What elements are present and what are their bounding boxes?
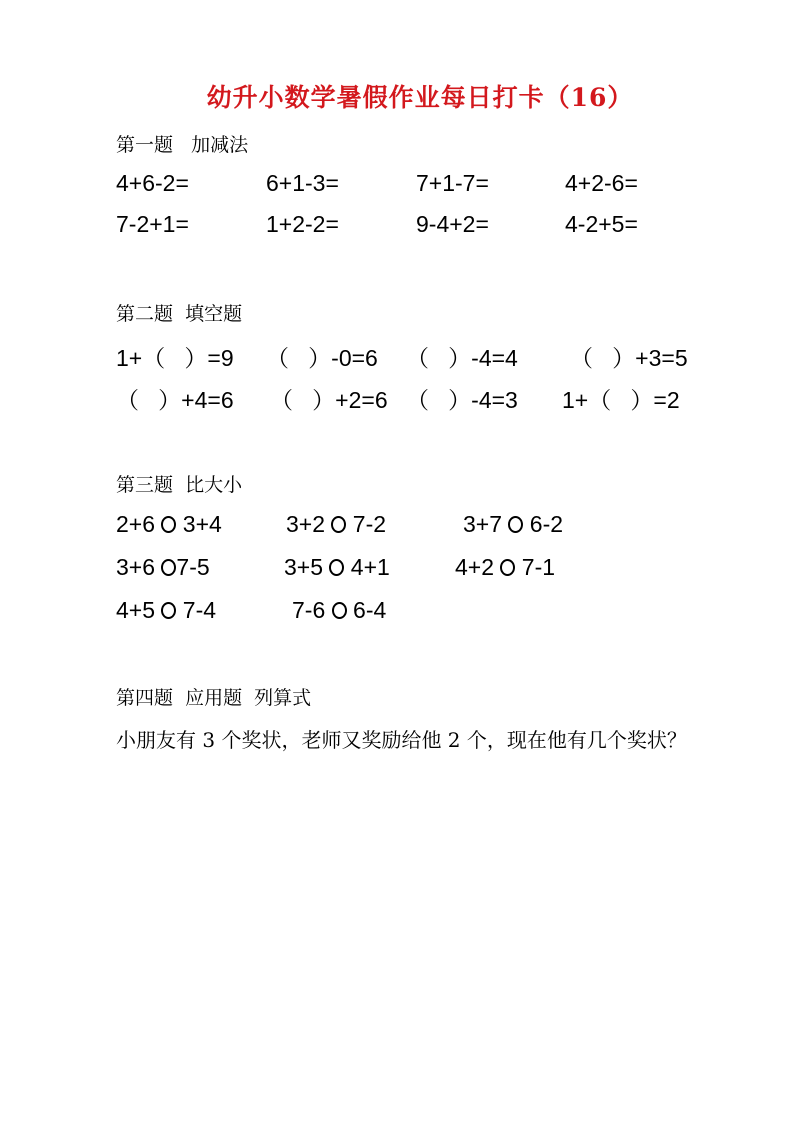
comparison-left: 3+5 [284, 554, 330, 580]
comparison-left: 4+5 [116, 597, 162, 623]
section-2-row-2 [0, 382, 800, 414]
comparison-right: 7-2 [346, 511, 387, 537]
comparison-item [286, 511, 386, 538]
fill-blank-equation: 1+（ ）=2 [562, 387, 680, 413]
comparison-right: 7-5 [176, 554, 210, 580]
section-1-row-2 [0, 211, 800, 243]
comparison-item [116, 597, 216, 624]
section-2-heading: 第二题 填空题 [116, 303, 243, 325]
word-problem-text: 小朋友有 3 个奖状，老师又奖励给他 2 个，现在他有几个奖状？ [116, 728, 687, 752]
equation: 4-2+5= [565, 211, 638, 237]
equation: 4+2-6= [565, 170, 638, 196]
section-3-heading: 第三题 比大小 [116, 474, 243, 496]
comparison-right: 3+4 [176, 511, 222, 537]
section-3-row-2 [0, 554, 800, 586]
section-1-row-1 [0, 170, 800, 202]
comparison-right: 4+1 [344, 554, 390, 580]
fill-blank-equation: （ ）+3=5 [570, 345, 688, 371]
comparison-left: 3+7 [463, 511, 509, 537]
fill-blank-equation: （ ）-0=6 [266, 345, 378, 371]
section-2-row-1 [0, 340, 800, 372]
compare-circle-icon [332, 602, 347, 619]
comparison-right: 6-4 [346, 597, 387, 623]
section-3-row-3 [0, 597, 800, 629]
compare-circle-icon [161, 559, 176, 576]
comparison-left: 4+2 [455, 554, 501, 580]
comparison-left: 3+2 [286, 511, 332, 537]
compare-circle-icon [329, 559, 344, 576]
fill-blank-equation: （ ）+4=6 [116, 387, 234, 413]
section-3-row-1 [0, 511, 800, 543]
comparison-item [116, 511, 222, 538]
comparison-left: 7-6 [292, 597, 332, 623]
section-4-heading: 第四题 应用题 列算式 [116, 687, 312, 709]
equation: 1+2-2= [266, 211, 339, 237]
fill-blank-equation: （ ）-4=3 [406, 387, 518, 413]
page-title: 幼升小数学暑假作业每日打卡（16） [206, 83, 634, 112]
comparison-right: 7-1 [515, 554, 556, 580]
equation: 6+1-3= [266, 170, 339, 196]
equation: 7+1-7= [416, 170, 489, 196]
equation: 9-4+2= [416, 211, 489, 237]
comparison-item [463, 511, 563, 538]
comparison-item [292, 597, 386, 624]
comparison-item [284, 554, 390, 581]
comparison-item [116, 554, 210, 581]
compare-circle-icon [331, 516, 346, 533]
comparison-left: 2+6 [116, 511, 162, 537]
comparison-left: 3+6 [116, 554, 162, 580]
compare-circle-icon [500, 559, 515, 576]
compare-circle-icon [508, 516, 523, 533]
comparison-right: 6-2 [523, 511, 564, 537]
equation: 7-2+1= [116, 211, 189, 237]
fill-blank-equation: 1+（ ）=9 [116, 345, 234, 371]
fill-blank-equation: （ ）-4=4 [406, 345, 518, 371]
fill-blank-equation: （ ）+2=6 [270, 387, 388, 413]
compare-circle-icon [161, 516, 176, 533]
comparison-item [455, 554, 555, 581]
equation: 4+6-2= [116, 170, 189, 196]
section-1-heading: 第一题 加减法 [116, 134, 249, 156]
comparison-right: 7-4 [176, 597, 217, 623]
compare-circle-icon [161, 602, 176, 619]
